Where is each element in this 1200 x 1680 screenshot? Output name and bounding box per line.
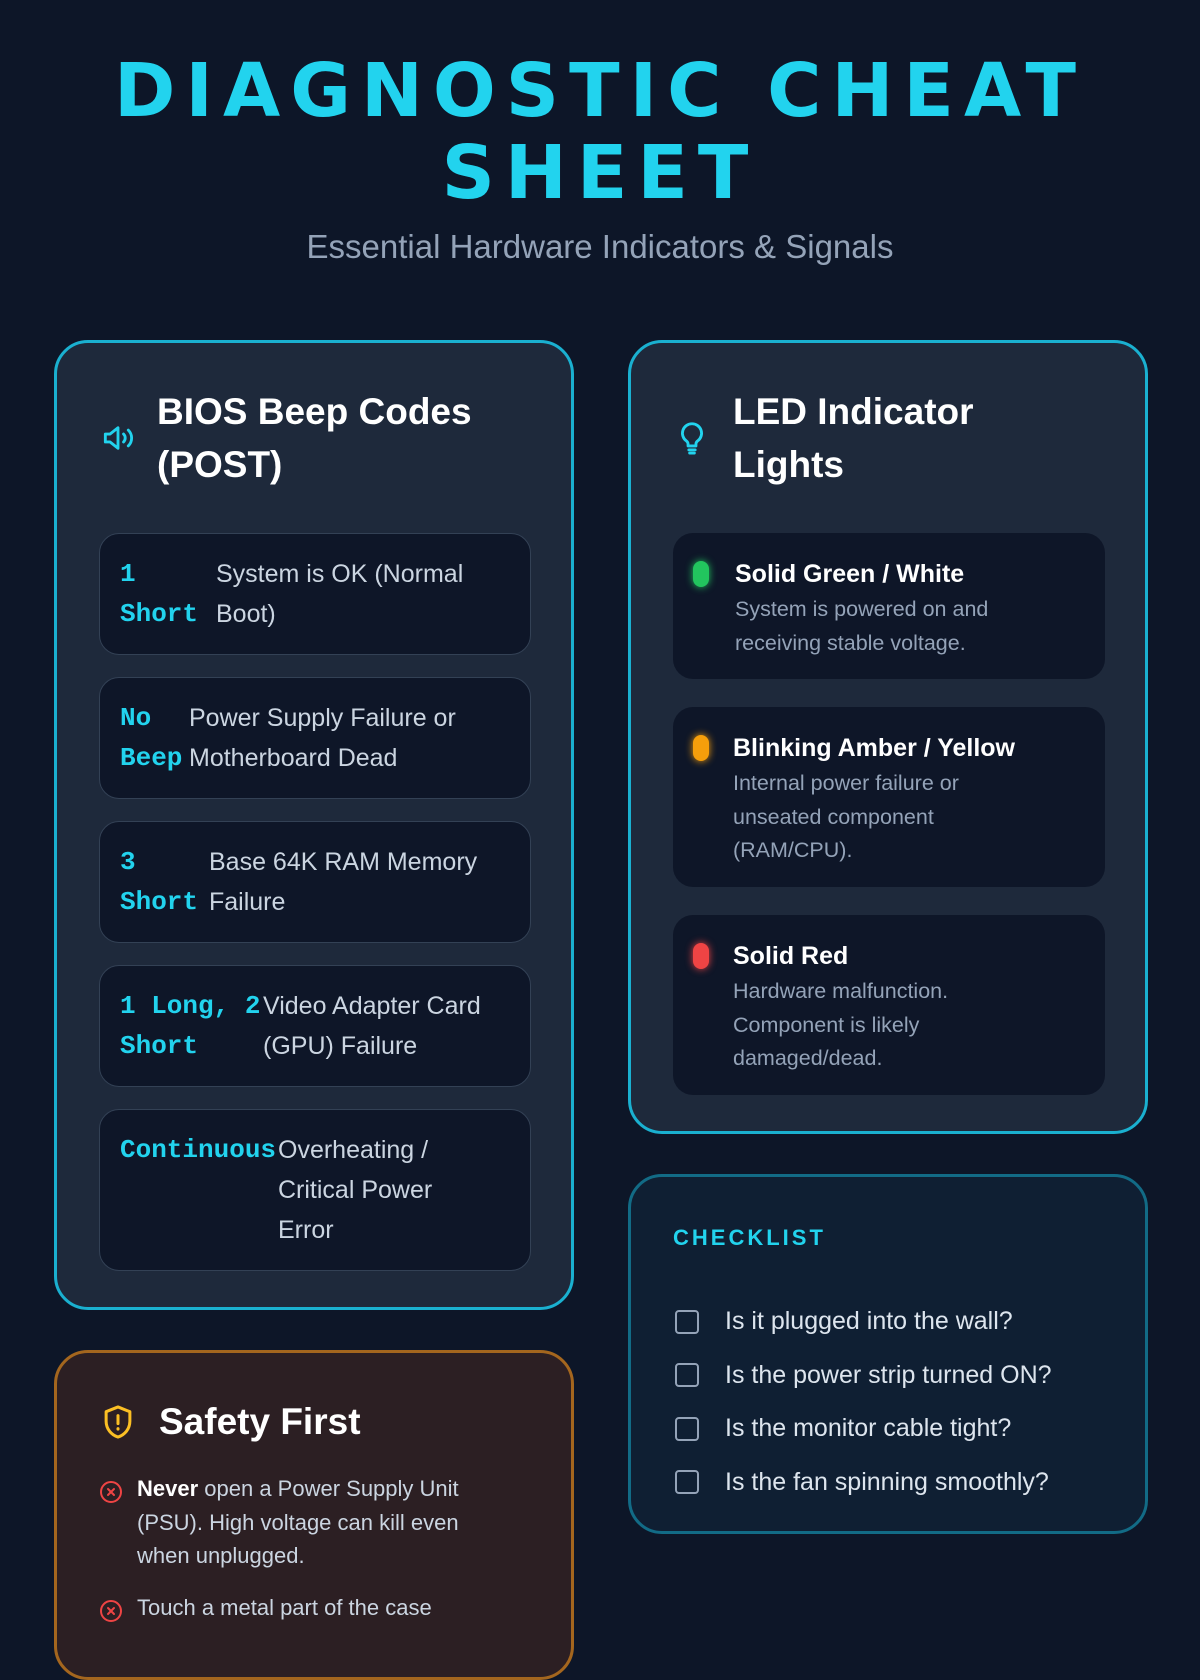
beep-description: Power Supply Failure or Motherboard Dead <box>189 704 456 772</box>
checkbox[interactable] <box>675 1310 699 1334</box>
lightbulb-icon <box>673 419 711 457</box>
safety-emphasis: Never <box>137 1476 199 1501</box>
checkbox[interactable] <box>675 1363 699 1387</box>
beep-description: System is OK (Normal Boot) <box>216 560 464 628</box>
led-name: Solid Green / White <box>735 560 965 588</box>
safety-list <box>99 1472 529 1624</box>
safety-rest: Touch a metal part of the case <box>137 1594 432 1620</box>
led-description: Hardware malfunction. Component is likely damaged/dead. <box>733 979 949 1070</box>
bios-card-title: BIOS Beep Codes (POST) <box>157 391 472 485</box>
x-circle-icon <box>99 1599 123 1623</box>
checkbox[interactable] <box>675 1470 699 1494</box>
led-name: Blinking Amber / Yellow <box>733 734 1016 762</box>
led-item <box>673 707 1105 887</box>
beep-code-item <box>99 677 531 799</box>
bios-card-header <box>99 385 529 491</box>
led-description: System is powered on and receiving stable voltage. <box>735 597 989 655</box>
red-led-icon <box>693 943 709 969</box>
safety-item <box>99 1472 529 1573</box>
page-title: DIAGNOSTIC CHEAT SHEET <box>114 48 1086 216</box>
green-led-icon <box>693 561 709 587</box>
safety-item <box>99 1591 529 1625</box>
beep-code: Continuous <box>120 1135 277 1165</box>
safety-text <box>137 1591 497 1625</box>
checklist-item[interactable] <box>673 1295 1103 1349</box>
checklist-item[interactable] <box>673 1456 1103 1510</box>
safety-card-header <box>99 1395 529 1448</box>
checklist-list <box>673 1295 1103 1509</box>
beep-code: 3 Short <box>120 847 199 917</box>
led-item <box>673 915 1105 1095</box>
checklist-label: Is the monitor cable tight? <box>725 1414 1012 1443</box>
beep-code-item <box>99 965 531 1087</box>
checklist-label: Is it plugged into the wall? <box>725 1307 1013 1336</box>
checklist-label: Is the fan spinning smoothly? <box>725 1467 1049 1496</box>
beep-code: No Beep <box>120 703 183 773</box>
led-list <box>673 533 1103 1095</box>
safety-card-title: Safety First <box>159 1401 361 1442</box>
shield-alert-icon <box>99 1403 137 1441</box>
beep-code-list <box>99 533 529 1271</box>
beep-description: Base 64K RAM Memory Failure <box>209 848 478 916</box>
led-item <box>673 533 1105 679</box>
led-name: Solid Red <box>733 942 849 970</box>
checklist-item[interactable] <box>673 1349 1103 1403</box>
led-card-header <box>673 385 1103 491</box>
checklist-heading: CHECKLIST <box>673 1225 826 1250</box>
checklist-item[interactable] <box>673 1402 1103 1456</box>
x-circle-icon <box>99 1480 123 1504</box>
led-indicator-card <box>628 340 1148 1134</box>
led-description: Internal power failure or unseated component (RAM/CPU). <box>733 771 959 862</box>
beep-description: Overheating / Critical Power Error <box>278 1136 433 1244</box>
beep-code: 1 Long, 2 Short <box>120 991 261 1061</box>
checklist-card <box>628 1174 1148 1534</box>
beep-code-item <box>99 533 531 655</box>
speaker-icon <box>99 419 137 457</box>
safety-text <box>137 1472 497 1573</box>
page-subtitle: Essential Hardware Indicators & Signals <box>306 228 894 265</box>
checkbox[interactable] <box>675 1417 699 1441</box>
safety-rest: open a Power Supply Unit (PSU). High voltage can kill even when unplugged. <box>137 1476 459 1568</box>
safety-first-card <box>54 1350 574 1680</box>
beep-description: Video Adapter Card (GPU) Failure <box>263 992 481 1060</box>
beep-code-item <box>99 821 531 943</box>
checklist-label: Is the power strip turned ON? <box>725 1360 1052 1389</box>
beep-code: 1 Short <box>120 559 199 629</box>
beep-code-item <box>99 1109 531 1271</box>
amber-led-icon <box>693 735 709 761</box>
led-card-title: LED Indicator Lights <box>733 391 974 485</box>
bios-beep-codes-card <box>54 340 574 1310</box>
